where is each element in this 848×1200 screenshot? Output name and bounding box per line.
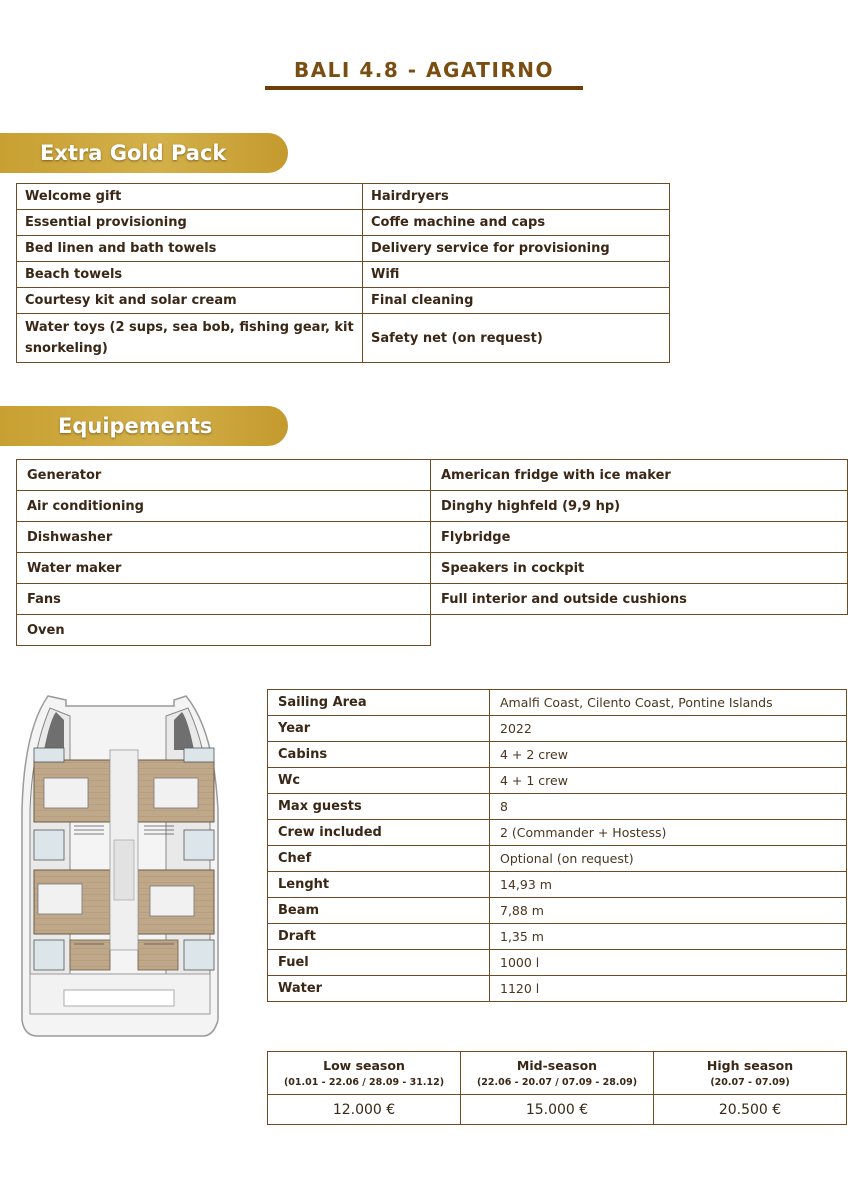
spec-label: Max guests	[268, 794, 490, 820]
table-row	[17, 584, 848, 615]
spec-label: Lenght	[268, 872, 490, 898]
spec-value: 2 (Commander + Hostess)	[490, 820, 847, 846]
equipment-item: Flybridge	[431, 522, 848, 553]
title-underline	[265, 86, 583, 90]
equipment-item: Dishwasher	[17, 522, 431, 553]
equipment-item: Dinghy highfeld (9,9 hp)	[431, 491, 848, 522]
pack-item: Wifi	[363, 262, 670, 288]
spec-value: 14,93 m	[490, 872, 847, 898]
table-row	[17, 460, 848, 491]
spec-label: Cabins	[268, 742, 490, 768]
spec-label: Sailing Area	[268, 690, 490, 716]
page-title: BALI 4.8 - AGATIRNO	[293, 58, 555, 82]
equipment-item: American fridge with ice maker	[431, 460, 848, 491]
season-dates: (01.01 - 22.06 / 28.09 - 31.12)	[283, 1077, 445, 1088]
season-price: 20.500 €	[654, 1095, 847, 1125]
table-row	[17, 210, 670, 236]
equipment-item: Full interior and outside cushions	[431, 584, 848, 615]
equipment-item: Water maker	[17, 553, 431, 584]
specs-table	[267, 689, 847, 1002]
table-row	[17, 553, 848, 584]
table-row	[17, 314, 670, 363]
season-header	[268, 1052, 461, 1095]
spec-label: Wc	[268, 768, 490, 794]
table-row	[268, 690, 847, 716]
table-row	[17, 288, 670, 314]
table-row	[268, 794, 847, 820]
table-row	[17, 491, 848, 522]
table-row	[268, 820, 847, 846]
season-name: Low season	[323, 1058, 405, 1073]
pack-item: Welcome gift	[17, 184, 363, 210]
table-row	[268, 716, 847, 742]
season-dates: (20.07 - 07.09)	[710, 1077, 790, 1088]
spec-value: 1000 l	[490, 950, 847, 976]
pack-item: Courtesy kit and solar cream	[17, 288, 363, 314]
table-row	[17, 236, 670, 262]
pack-item: Water toys (2 sups, sea bob, fishing gear, kit snorkeling)	[17, 314, 363, 363]
table-row	[17, 615, 848, 646]
pack-item: Coffe machine and caps	[363, 210, 670, 236]
season-price: 12.000 €	[268, 1095, 461, 1125]
pack-item: Bed linen and bath towels	[17, 236, 363, 262]
table-row	[268, 768, 847, 794]
pack-item: Delivery service for provisioning	[363, 236, 670, 262]
table-row	[268, 924, 847, 950]
spec-label: Fuel	[268, 950, 490, 976]
pack-item: Beach towels	[17, 262, 363, 288]
equipments-heading: Equipements	[0, 406, 288, 446]
spec-value: Amalfi Coast, Cilento Coast, Pontine Islands	[490, 690, 847, 716]
spec-value: 4 + 1 crew	[490, 768, 847, 794]
spec-label: Beam	[268, 898, 490, 924]
table-row	[17, 262, 670, 288]
equipment-item: Air conditioning	[17, 491, 431, 522]
season-name: High season	[706, 1058, 794, 1073]
table-row	[268, 872, 847, 898]
spec-label: Water	[268, 976, 490, 1002]
table-row	[17, 522, 848, 553]
pack-item: Essential provisioning	[17, 210, 363, 236]
spec-value: 2022	[490, 716, 847, 742]
equipment-item: Generator	[17, 460, 431, 491]
season-header	[654, 1052, 847, 1095]
season-price: 15.000 €	[461, 1095, 654, 1125]
table-row	[268, 898, 847, 924]
spec-value: 4 + 2 crew	[490, 742, 847, 768]
spec-value: 1120 l	[490, 976, 847, 1002]
equipment-item: Speakers in cockpit	[431, 553, 848, 584]
pack-item: Final cleaning	[363, 288, 670, 314]
equipment-item: Oven	[17, 615, 431, 646]
spec-label: Draft	[268, 924, 490, 950]
table-row	[268, 742, 847, 768]
spec-value: Optional (on request)	[490, 846, 847, 872]
pack-item: Hairdryers	[363, 184, 670, 210]
empty-cell	[431, 615, 848, 646]
extra-pack-table	[16, 183, 670, 363]
season-dates: (22.06 - 20.07 / 07.09 - 28.09)	[476, 1077, 638, 1088]
season-name: Mid-season	[516, 1058, 598, 1073]
pack-item: Safety net (on request)	[363, 314, 670, 363]
deck-plan-image	[14, 690, 236, 1040]
equipment-item: Fans	[17, 584, 431, 615]
prices-table	[267, 1051, 847, 1125]
table-row	[268, 846, 847, 872]
spec-value: 7,88 m	[490, 898, 847, 924]
table-row	[17, 184, 670, 210]
spec-label: Crew included	[268, 820, 490, 846]
spec-label: Chef	[268, 846, 490, 872]
table-row	[268, 976, 847, 1002]
equipments-table	[16, 459, 848, 646]
season-header	[461, 1052, 654, 1095]
spec-value: 8	[490, 794, 847, 820]
extra-pack-heading: Extra Gold Pack	[0, 133, 288, 173]
season-header-row	[268, 1052, 847, 1095]
price-row	[268, 1095, 847, 1125]
spec-label: Year	[268, 716, 490, 742]
table-row	[268, 950, 847, 976]
spec-value: 1,35 m	[490, 924, 847, 950]
